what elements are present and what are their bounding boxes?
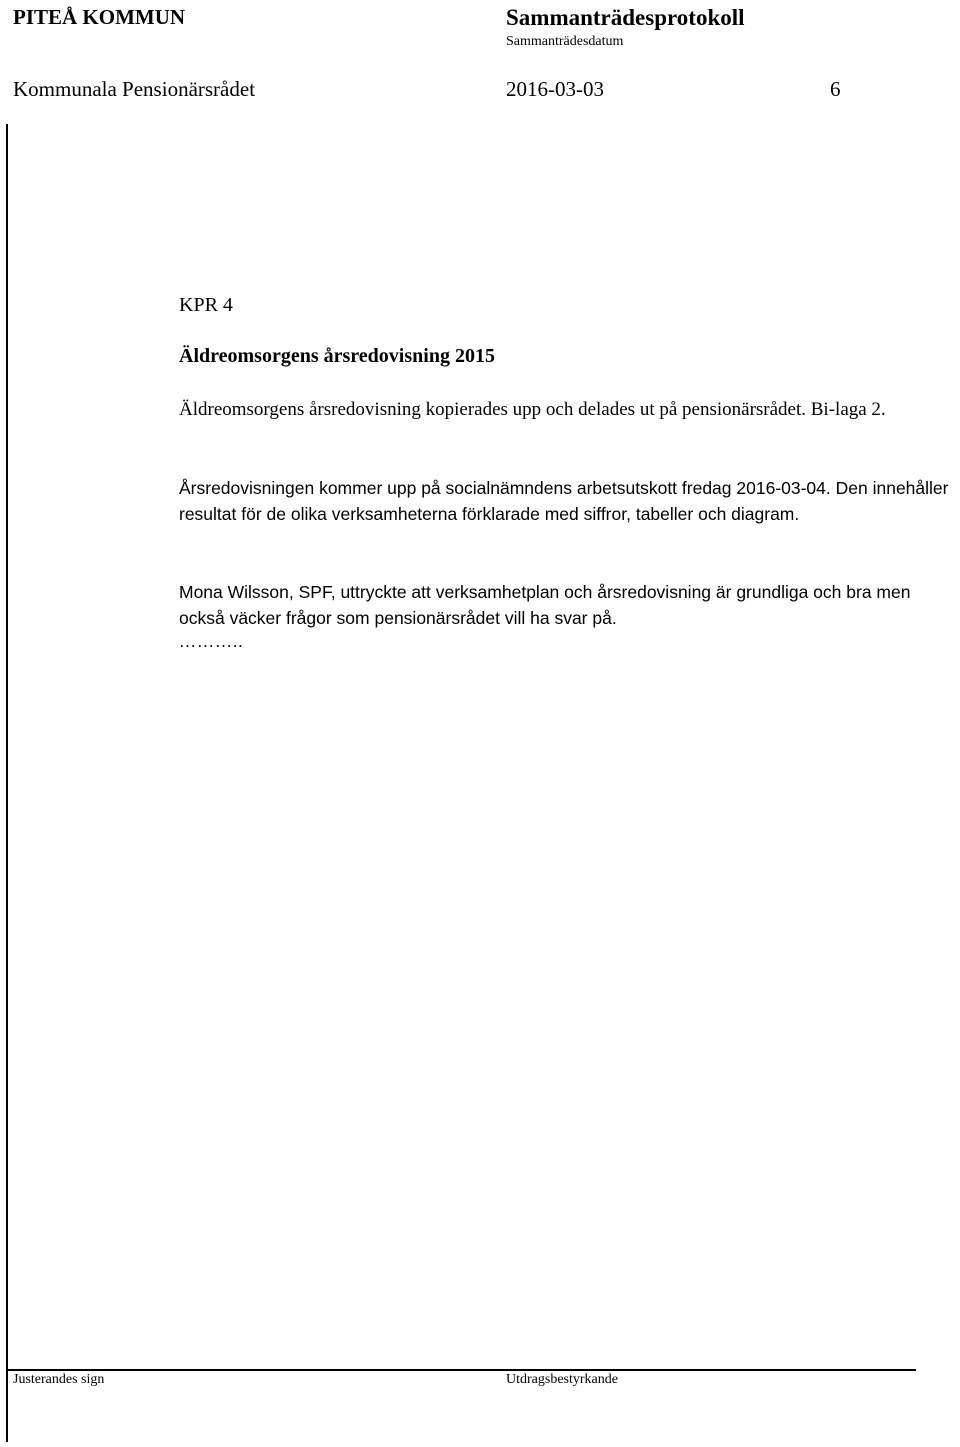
- paragraph-annual-report: Årsredovisningen kommer upp på socialnämndens arbetsutskott fredag 2016-03-04. Den innehåller resultat för de olika verksamheterna förklarade med siffror, tabeller och diagram.: [179, 478, 949, 524]
- left-margin-rule: [6, 124, 8, 1442]
- committee-name: Kommunala Pensionärsrådet: [13, 77, 256, 101]
- footer-rule: [6, 1369, 916, 1371]
- adjuster-sign-label: Justerandes sign: [13, 1372, 105, 1387]
- extract-certifier-label: Utdragsbestyrkande: [506, 1372, 618, 1387]
- paragraph-distribution: Äldreomsorgens årsredovisning kopierades upp och delades ut på pensionärsrådet. Bi-laga 2.: [179, 399, 886, 420]
- section-title: Äldreomsorgens årsredovisning 2015: [179, 345, 495, 367]
- continuation-dots: ………..: [179, 632, 244, 651]
- page-number: 6: [830, 77, 841, 101]
- meeting-date: 2016-03-03: [506, 77, 604, 101]
- municipality-name: PITEÅ KOMMUN: [13, 5, 186, 29]
- document-title: Sammanträdesprotokoll: [506, 5, 745, 30]
- meeting-date-label: Sammanträdesdatum: [506, 34, 624, 49]
- section-code: KPR 4: [179, 294, 233, 316]
- paragraph-comment: Mona Wilsson, SPF, uttryckte att verksamhetplan och årsredovisning är grundliga och bra men också väcker frågor som pensionärsrådet vill ha svar på.: [179, 582, 911, 628]
